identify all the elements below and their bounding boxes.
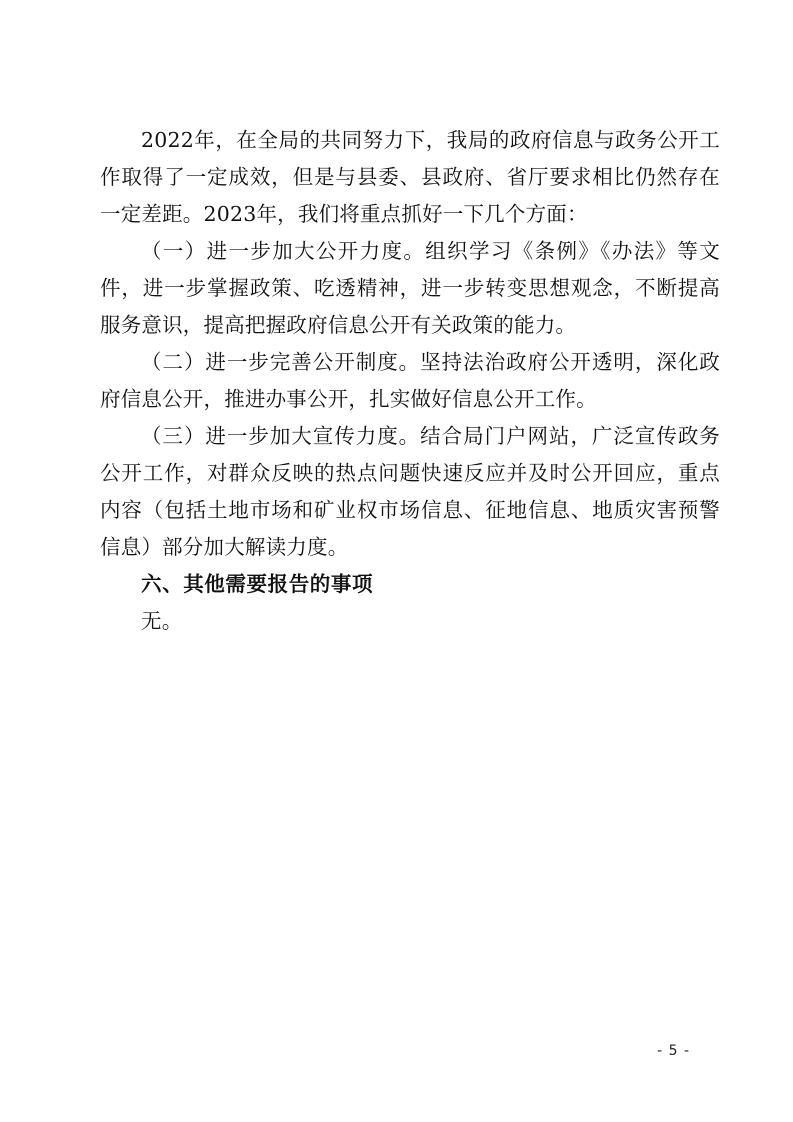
document-body — [100, 122, 720, 640]
paragraph-item-three: （三）进一步加大宣传力度。结合局门户网站，广泛宣传政务公开工作，对群众反映的热点问题快速反应并及时公开回应，重点内容（包括土地市场和矿业权市场信息、征地信息、地质灾害预警信息）部分加大解读力度。 — [100, 424, 720, 559]
section-heading: 六、其他需要报告的事项 — [141, 572, 374, 596]
page-number: - 5 - — [657, 1043, 690, 1059]
section-body: 无。 — [141, 609, 183, 633]
paragraph-item-one: （一）进一步加大公开力度。组织学习《条例》《办法》等文件，进一步掌握政策、吃透精神，进一步转变思想观念，不断提高服务意识，提高把握政府信息公开有关政策的能力。 — [100, 239, 720, 337]
paragraph-summary: 2022年，在全局的共同努力下，我局的政府信息与政务公开工作取得了一定成效，但是与县委、县政府、省厅要求相比仍然存在一定差距。2023年，我们将重点抓好一下几个方面： — [100, 128, 720, 226]
paragraph-item-two: （二）进一步完善公开制度。坚持法治政府公开透明，深化政府信息公开，推进办事公开，扎实做好信息公开工作。 — [100, 350, 720, 411]
